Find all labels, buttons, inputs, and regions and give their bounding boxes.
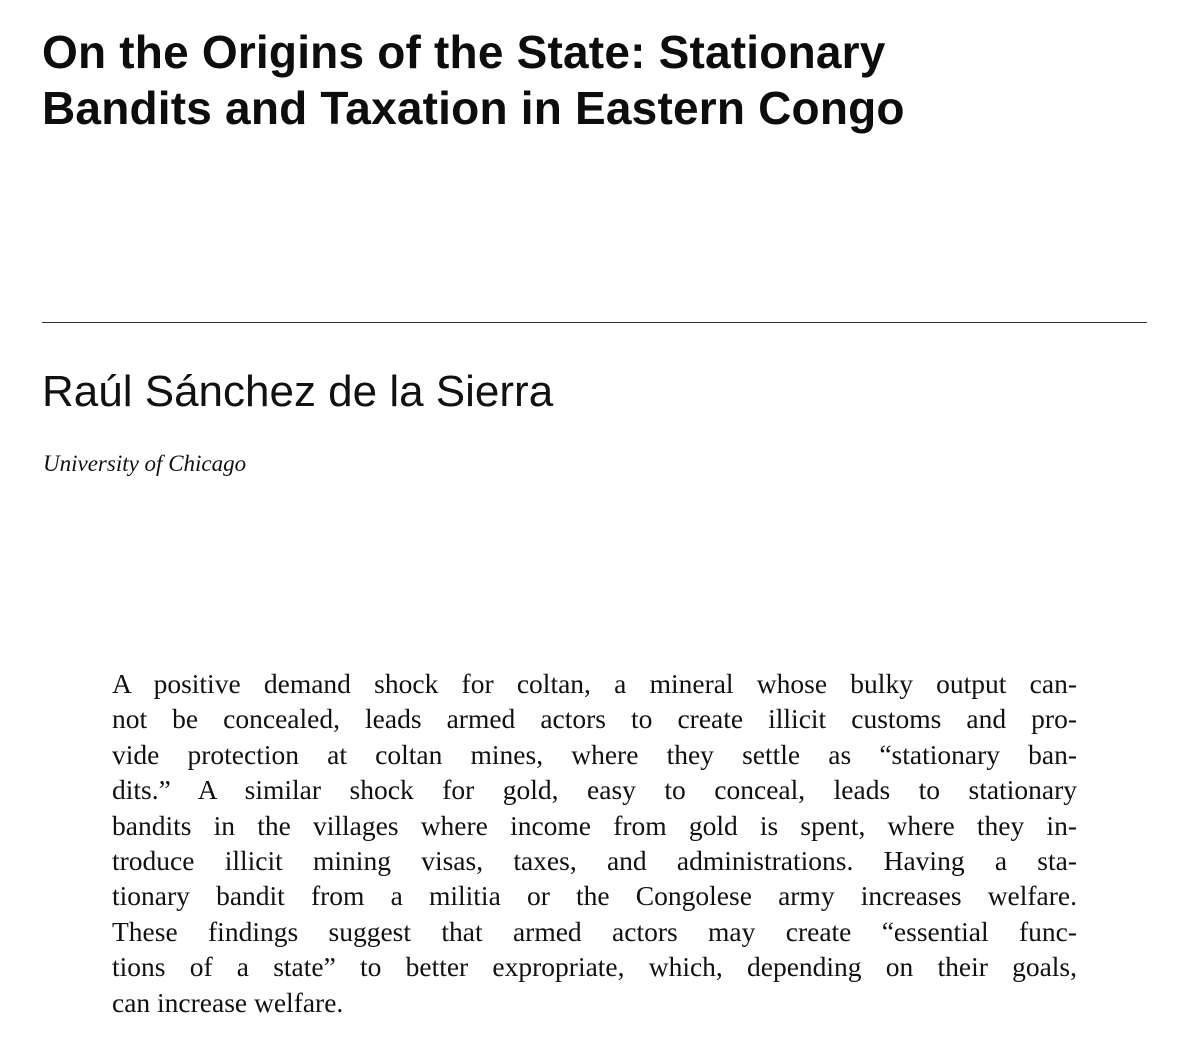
paper-title xyxy=(42,24,1142,136)
abstract-line: vide protection at coltan mines, where they settle as “stationary ban- xyxy=(112,738,1077,770)
abstract-line: dits.” A similar shock for gold, easy to conceal, leads to stationary xyxy=(112,774,1077,806)
abstract-line: bandits in the villages where income from gold is spent, where they in- xyxy=(112,809,1077,841)
title-divider xyxy=(42,322,1147,323)
abstract-line: These findings suggest that armed actors may create “essential func- xyxy=(112,915,1077,947)
abstract-line: can increase welfare. xyxy=(112,986,344,1018)
author-name: Raúl Sánchez de la Sierra xyxy=(42,367,554,416)
author-affiliation: University of Chicago xyxy=(43,451,247,476)
abstract-line: troduce illicit mining visas, taxes, and administrations. Having a sta- xyxy=(112,845,1077,877)
abstract-line: not be concealed, leads armed actors to create illicit customs and pro- xyxy=(112,703,1077,735)
abstract-line: A positive demand shock for coltan, a mineral whose bulky output can- xyxy=(112,668,1077,699)
abstract-line: tionary bandit from a militia or the Congolese army increases welfare. xyxy=(112,880,1077,912)
title-line: Bandits and Taxation in Eastern Congo xyxy=(42,82,905,134)
title-line: On the Origins of the State: Stationary xyxy=(42,26,886,78)
abstract-line: tions of a state” to better expropriate, which, depending on their goals, xyxy=(112,951,1077,983)
abstract xyxy=(112,666,1077,1020)
